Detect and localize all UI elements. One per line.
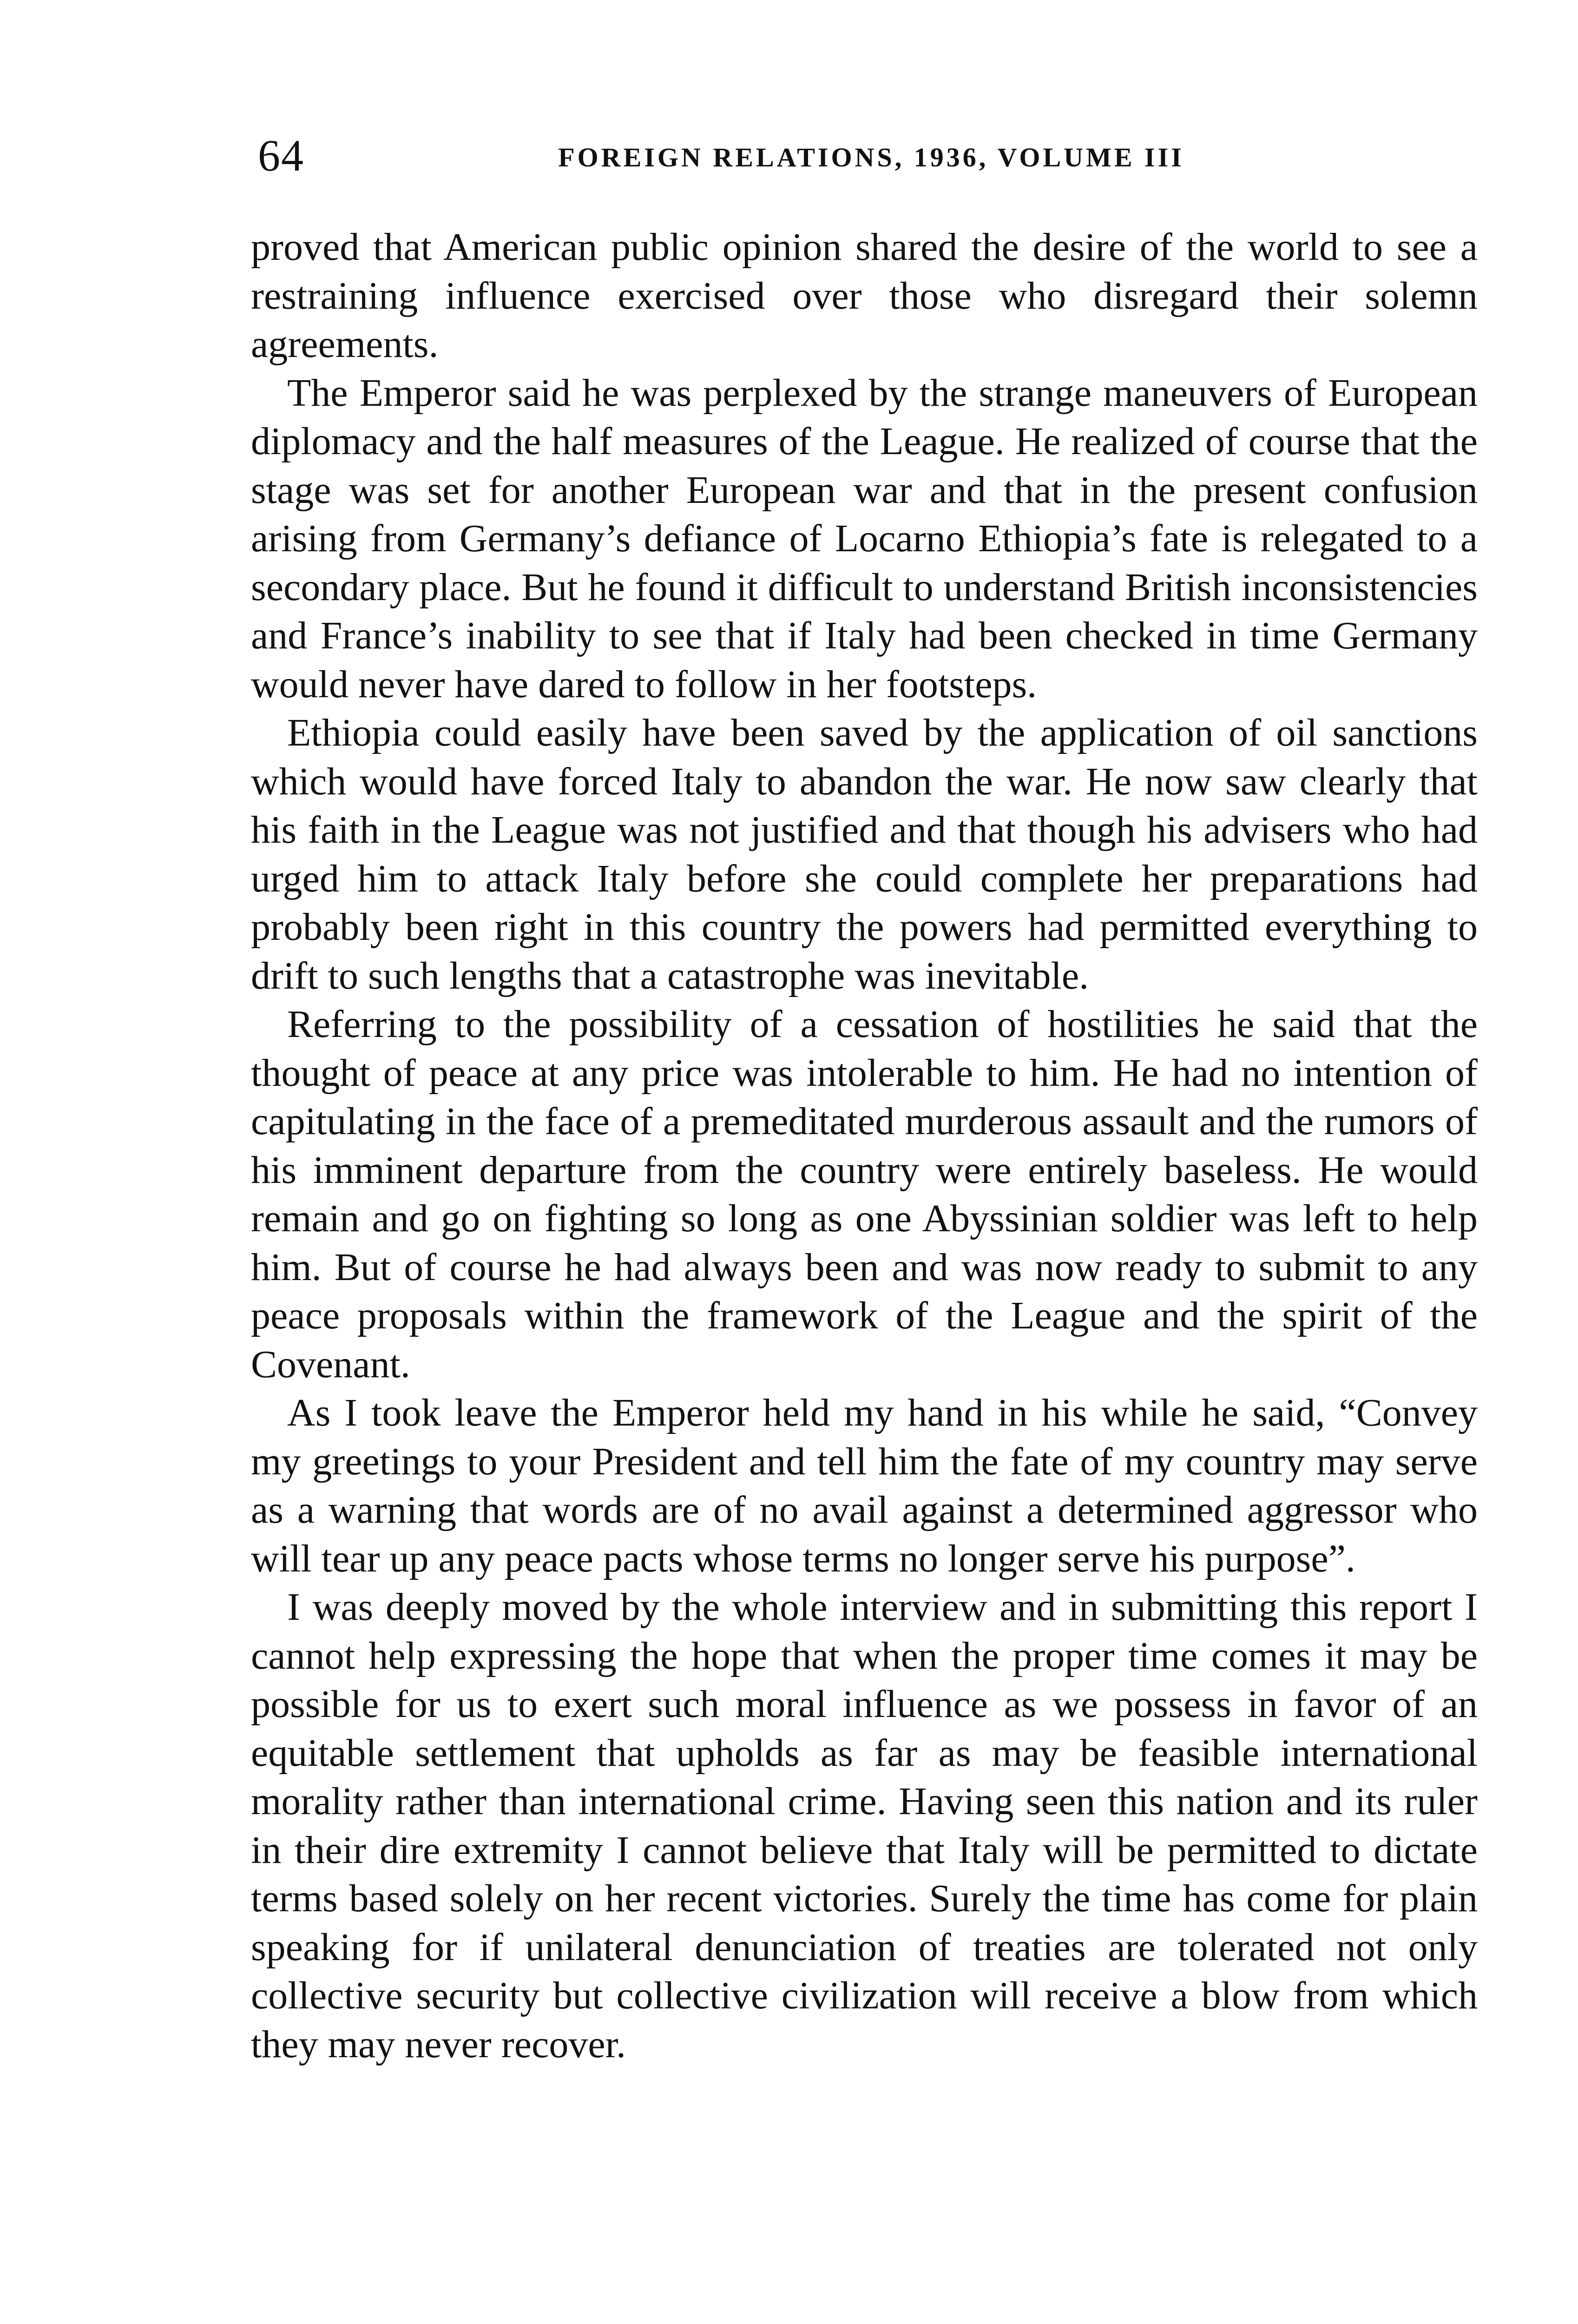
paragraph-5: As I took leave the Emperor held my hand in his while he said, “Convey my greetings to your President and tell him the fate of my country may serve as a warning that words are of no avail against a determined aggressor who will tear up any peace pacts whose terms no longer serve his purpose”. — [251, 1391, 1478, 1580]
paragraph-4: Referring to the possibility of a cessation of hostilities he said that the thought of peace at any price was intolerable to him. He had no intention of capitulating in the face of a premeditated murderous assault and the rumors of his imminent departure from the country were entirely baseless. He would remain and go on fighting so long as one Abyssinian soldier was left to help him. But of course he had always been and was now ready to submit to any peace proposals within the framework of the League and the spirit of the Covenant. — [251, 1003, 1478, 1386]
paragraph-2: The Emperor said he was perplexed by the strange maneuvers of European diplomacy and the half measures of the League. He realized of course that the stage was set for another European war and that in the present confusion arising from Germany’s defiance of Locarno Ethiopia’s fate is relegated to a secondary place. But he found it difficult to understand British inconsistencies and France’s inability to see that if Italy had been checked in time Germany would never have dared to follow in her footsteps. — [251, 371, 1478, 706]
body-text — [251, 223, 1478, 2069]
paragraph-6: I was deeply moved by the whole interview and in submitting this report I cannot help expressing the hope that when the proper time comes it may be possible for us to exert such moral influence as we possess in favor of an equitable settlement that upholds as far as may be feasible international morality rather than international crime. Having seen this nation and its ruler in their dire extremity I cannot believe that Italy will be permitted to dictate terms based solely on her recent victories. Surely the time has come for plain speaking for if unilateral denunciation of treaties are tolerated not only collective security but collective civilization will receive a blow from which they may never recover. — [251, 1585, 1478, 2066]
paragraph-3: Ethiopia could easily have been saved by the application of oil sanctions which would have forced Italy to abandon the war. He now saw clearly that his faith in the League was not justified and that though his advisers who had urged him to attack Italy before she could complete her preparations had probably been right in this country the powers had permitted everything to drift to such lengths that a catastrophe was inevitable. — [251, 711, 1478, 997]
paragraph-1: proved that American public opinion shared the desire of the world to see a restraining influence exercised over those who disregard their solemn agreements. — [251, 225, 1478, 366]
running-head — [258, 128, 1485, 184]
running-title: FOREIGN RELATIONS, 1936, VOLUME III — [558, 142, 1184, 172]
page-number: 64 — [258, 131, 304, 180]
